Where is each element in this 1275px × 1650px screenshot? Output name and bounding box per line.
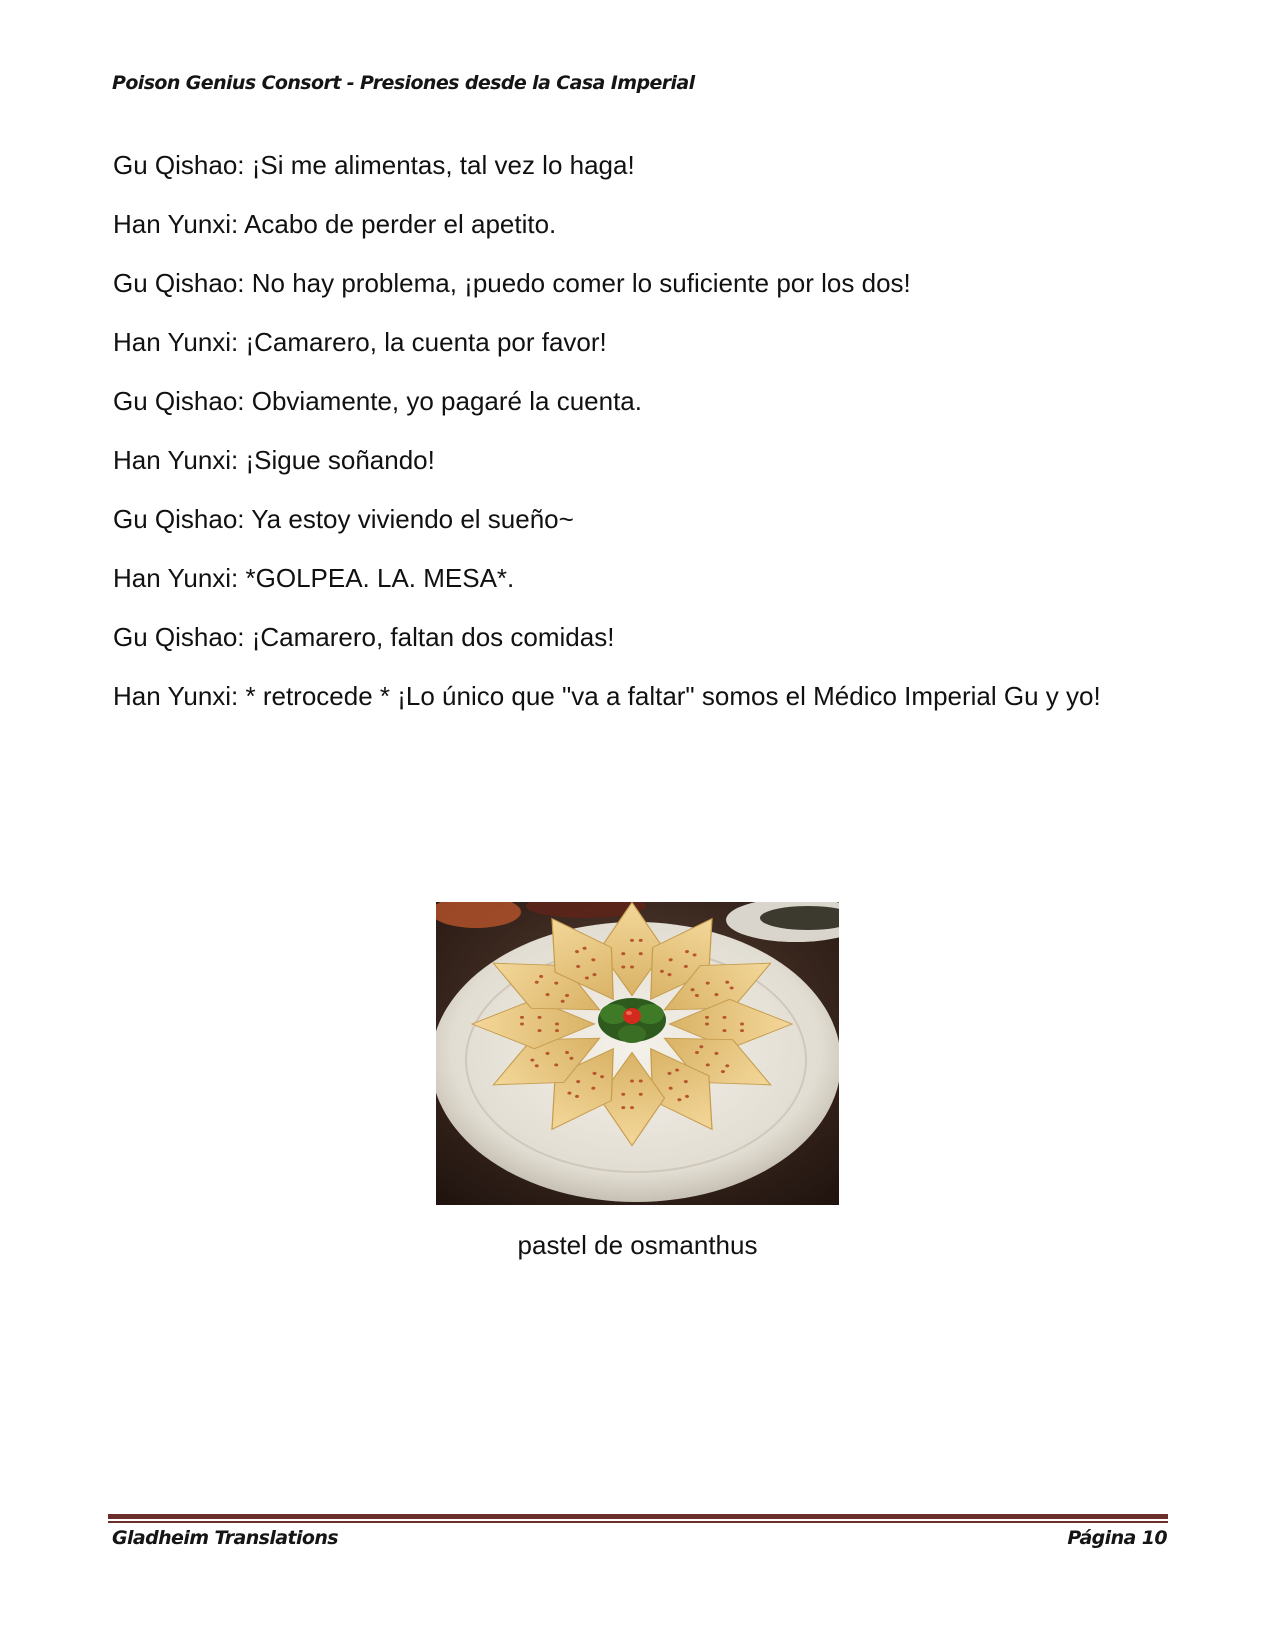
osmanthus-cake-photo <box>436 902 839 1205</box>
dialogue-line: Gu Qishao: ¡Si me alimentas, tal vez lo haga! <box>113 150 635 180</box>
footer-divider-thick <box>108 1514 1168 1519</box>
dialogue-line: Han Yunxi: ¡Camarero, la cuenta por favor! <box>113 327 607 357</box>
footer-divider-thin <box>108 1521 1168 1523</box>
dialogue-line: Han Yunxi: ¡Sigue soñando! <box>113 445 435 475</box>
footer-page-number: Página 10 <box>1067 1527 1167 1549</box>
dialogue-body <box>113 146 1173 736</box>
running-header: Poison Genius Consort - Presiones desde la Casa Imperial <box>112 72 695 94</box>
footer-divider <box>108 1514 1168 1523</box>
dialogue-line: Gu Qishao: Obviamente, yo pagaré la cuenta. <box>113 386 642 416</box>
dialogue-line: Gu Qishao: Ya estoy viviendo el sueño~ <box>113 504 574 534</box>
dialogue-line: Han Yunxi: *GOLPEA. LA. MESA*. <box>113 563 515 593</box>
osmanthus-cake-illustration <box>436 902 839 1205</box>
dialogue-line: Han Yunxi: Acabo de perder el apetito. <box>113 209 557 239</box>
dialogue-line: Gu Qishao: ¡Camarero, faltan dos comidas! <box>113 622 615 652</box>
footer-publisher: Gladheim Translations <box>112 1527 338 1549</box>
dialogue-line: Gu Qishao: No hay problema, ¡puedo comer lo suficiente por los dos! <box>113 268 911 298</box>
figure-caption: pastel de osmanthus <box>517 1230 758 1260</box>
dialogue-line: Han Yunxi: * retrocede * ¡Lo único que "va a faltar" somos el Médico Imperial Gu y yo! <box>113 681 1101 711</box>
